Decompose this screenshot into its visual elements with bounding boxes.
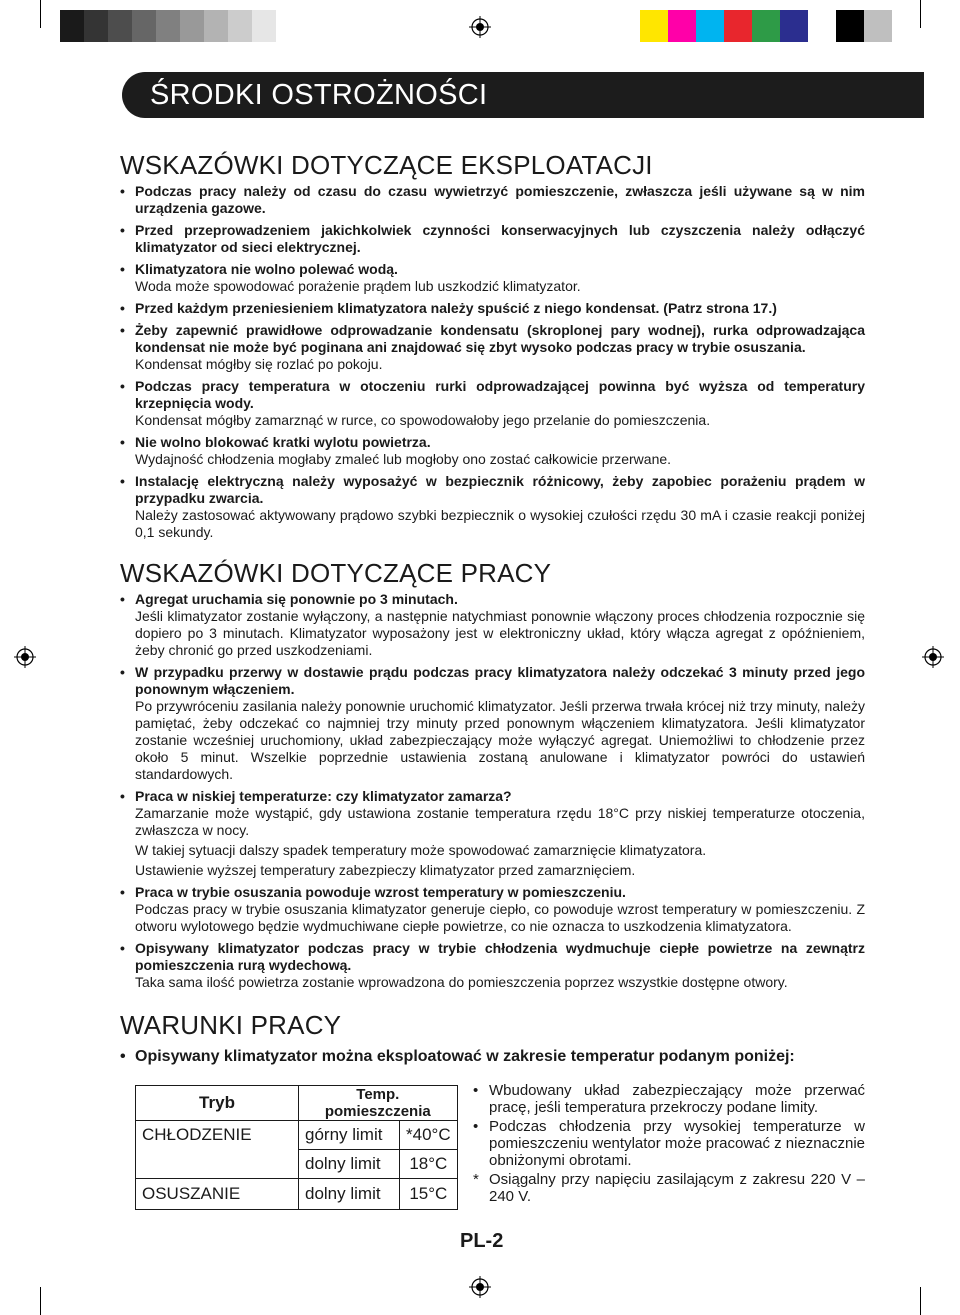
item-note: Po przywróceniu zasilania należy ponownie uruchomić klimatyzator. Jeśli przerwa trwała krócej niż trzy minuty, należy pamiętać, żeby odczekać co najmniej trzy minuty przed ponownym włączeniem klimatyzatora. Jeśli klimatyzator zostanie wcześniej uruchomiony, układ zabezpieczający może wyłączyć agregat. Uniemożliwi to chłodzenie przez około 5 minut. Wszelkie poprzednie ustawienia zostaną anulowane i klimatyzator powróci do ustawień standardowych. [135, 698, 865, 782]
color-swatch [156, 10, 180, 42]
color-swatch [724, 10, 752, 42]
color-calibration-strip [640, 10, 892, 42]
table-cell: górny limit [299, 1121, 400, 1150]
note-item: * Osiągalny przy napięciu zasilającym z zakresu 220 V – 240 V. [473, 1171, 865, 1205]
item-note: Wydajność chłodzenia mogłaby zmaleć lub mogłoby ono zostać całkowicie przerwane. [135, 451, 672, 467]
section-heading: WSKAZÓWKI DOTYCZĄCE PRACY [120, 558, 552, 588]
color-swatch [204, 10, 228, 42]
item-note: Taka sama ilość powietrza zostanie wprowadzona do pomieszczenia poprzez wszystkie dostępne otwory. [135, 974, 788, 990]
item-heading: • Praca w trybie osuszania powoduje wzrost temperatury w pomieszczeniu. [135, 884, 626, 900]
column-header-mode: Tryb [136, 1086, 299, 1121]
bullet-list [120, 183, 865, 541]
item-heading: • W przypadku przerwy w dostawie prądu podczas pracy klimatyzatora należy odczekać 3 minuty przed jego ponownym włączeniem. [135, 664, 865, 697]
item-heading: • Podczas pracy temperatura w otoczeniu rurki odprowadzającej powinna być wyższa od temperatury krzepnięcia wody. [135, 378, 865, 411]
item-heading: • Przed każdym przeniesieniem klimatyzatora należy spuścić z niego kondensat. (Patrz strona 17.) [135, 300, 777, 316]
table-cell: dolny limit [299, 1150, 400, 1179]
table-header-row [136, 1086, 458, 1121]
list-item [120, 434, 865, 468]
item-heading: • Instalację elektryczną należy wyposażyć w bezpiecznik różnicowy, żeby zapobiec porażeniu prądem w przypadku zwarcia. [135, 473, 865, 506]
working-tips-section [120, 558, 865, 996]
section-heading: WSKAZÓWKI DOTYCZĄCE EKSPLOATACJI [120, 150, 653, 180]
item-note: Kondensat mógłby zamarznąć w rurce, co spowodowałoby jego przelanie do pomieszczenia. [135, 412, 711, 428]
table-notes [473, 1082, 865, 1207]
crop-mark [920, 1287, 921, 1315]
color-swatch [808, 10, 836, 42]
section-heading: WARUNKI PRACY [120, 1010, 342, 1040]
banner-title: ŚRODKI OSTROŻNOŚCI [150, 78, 488, 111]
list-item [120, 322, 865, 373]
item-note: Zamarzanie może wystąpić, gdy ustawiona zostanie temperatura rzędu 18°C przy niskiej temperaturze otoczenia, zwłaszcza w nocy. [135, 805, 865, 838]
color-swatch [752, 10, 780, 42]
crop-mark [40, 0, 41, 28]
item-heading: • Podczas pracy należy od czasu do czasu wywietrzyć pomieszczenie, zwłaszcza jeśli używane są w nim urządzenia gazowe. [135, 183, 865, 216]
note-item: • Podczas chłodzenia przy wysokiej temperaturze w pomieszczeniu wentylator może pracować z nieznacznie obniżonymi obrotami. [473, 1118, 866, 1169]
page-number: PL-2 [460, 1230, 504, 1252]
item-note: Woda może spowodować porażenie prądem lub uszkodzić klimatyzator. [135, 278, 581, 294]
table-cell: *40°C [400, 1121, 458, 1150]
operation-tips-section [120, 150, 865, 546]
table-cell: dolny limit [299, 1179, 400, 1210]
gray-calibration-strip [60, 10, 276, 42]
color-swatch [180, 10, 204, 42]
color-swatch [780, 10, 808, 42]
item-heading: • Praca w niskiej temperaturze: czy klimatyzator zamarza? [135, 788, 512, 804]
registration-mark-icon [922, 646, 944, 668]
list-item [120, 261, 865, 295]
temperature-table [135, 1085, 458, 1210]
color-swatch [132, 10, 156, 42]
item-note: Ustawienie wyższej temperatury zabezpieczy klimatyzator przed zamarznięciem. [135, 862, 636, 878]
color-swatch [836, 10, 864, 42]
list-item [120, 473, 865, 541]
section-banner [122, 72, 924, 118]
registration-mark-icon [469, 1276, 491, 1298]
color-swatch [696, 10, 724, 42]
item-note: Jeśli klimatyzator zostanie wyłączony, a następnie natychmiast ponownie włączony proces chłodzenia rozpocznie się dopiero po 3 minutach. Klimatyzator wyposażony jest w elektroniczny układ, który włącza agregat z opóźnieniem, żeby chronić go przed uszkodzeniami. [135, 608, 865, 658]
table-row [136, 1179, 458, 1210]
list-item [120, 222, 865, 256]
table-cell: 18°C [400, 1150, 458, 1179]
list-item [120, 664, 865, 783]
color-swatch [864, 10, 892, 42]
color-swatch [252, 10, 276, 42]
column-header-temp: Temp. pomieszczenia [299, 1086, 458, 1121]
list-item [120, 940, 865, 991]
color-swatch [640, 10, 668, 42]
item-note: W takiej sytuacji dalszy spadek temperatury może spowodować zamarznięcie klimatyzatora. [135, 842, 707, 858]
bullet-list [120, 1047, 865, 1066]
color-swatch [108, 10, 132, 42]
item-heading: • Żeby zapewnić prawidłowe odprowadzanie kondensatu (skroplonej pary wodnej), rurka odprowadzająca kondensat nie może być poginana ani znajdować się zbyt wysoko podczas pracy w trybie osuszania. [135, 322, 865, 355]
crop-mark [40, 1287, 41, 1315]
working-conditions-section [120, 1010, 865, 1071]
list-item [120, 884, 865, 935]
list-item [120, 788, 865, 879]
bullet-list [120, 591, 865, 991]
note-item: • Wbudowany układ zabezpieczający może przerwać pracę, jeśli temperatura przekroczy podane limity. [473, 1082, 865, 1116]
item-note: Kondensat mógłby się rozlać po pokoju. [135, 356, 383, 372]
item-heading: • Przed przeprowadzeniem jakichkolwiek czynności konserwacyjnych lub czyszczenia należy odłączyć klimatyzator od sieci elektrycznej. [135, 222, 865, 255]
item-heading: • Opisywany klimatyzator podczas pracy w trybie chłodzenia wydmuchuje ciepłe powietrze na zewnątrz pomieszczenia rurą wydechową. [135, 940, 865, 973]
registration-mark-icon [469, 16, 491, 38]
crop-mark [920, 0, 921, 28]
color-swatch [84, 10, 108, 42]
list-item [120, 378, 865, 429]
list-item [120, 300, 865, 317]
table-cell: CHŁODZENIE [136, 1121, 299, 1179]
list-item [120, 591, 865, 659]
item-heading: • Nie wolno blokować kratki wylotu powietrza. [135, 434, 431, 450]
item-note: Podczas pracy w trybie osuszania klimatyzator generuje ciepło, co powoduje wzrost temperatury w pomieszczeniu. Z otworu wylotowego będzie wydmuchiwane ciepłe powietrze, co nie oznacza to uszkodzenia klimatyzatora. [135, 901, 865, 934]
registration-mark-icon [14, 646, 36, 668]
color-swatch [60, 10, 84, 42]
table-cell: 15°C [400, 1179, 458, 1210]
intro-text: • Opisywany klimatyzator można eksploatować w zakresie temperatur podanym poniżej: [135, 1048, 795, 1065]
table-cell: OSUSZANIE [136, 1179, 299, 1210]
color-swatch [228, 10, 252, 42]
list-item [120, 1047, 865, 1066]
table-row [136, 1121, 458, 1150]
list-item [120, 183, 865, 217]
color-swatch [668, 10, 696, 42]
item-heading: • Klimatyzatora nie wolno polewać wodą. [135, 261, 398, 277]
item-heading: • Agregat uruchamia się ponownie po 3 minutach. [135, 591, 458, 607]
item-note: Należy zastosować aktywowany prądowo szybki bezpiecznik o wysokiej czułości rzędu 30 mA i czasie reakcji poniżej 0,1 sekundy. [135, 507, 865, 540]
